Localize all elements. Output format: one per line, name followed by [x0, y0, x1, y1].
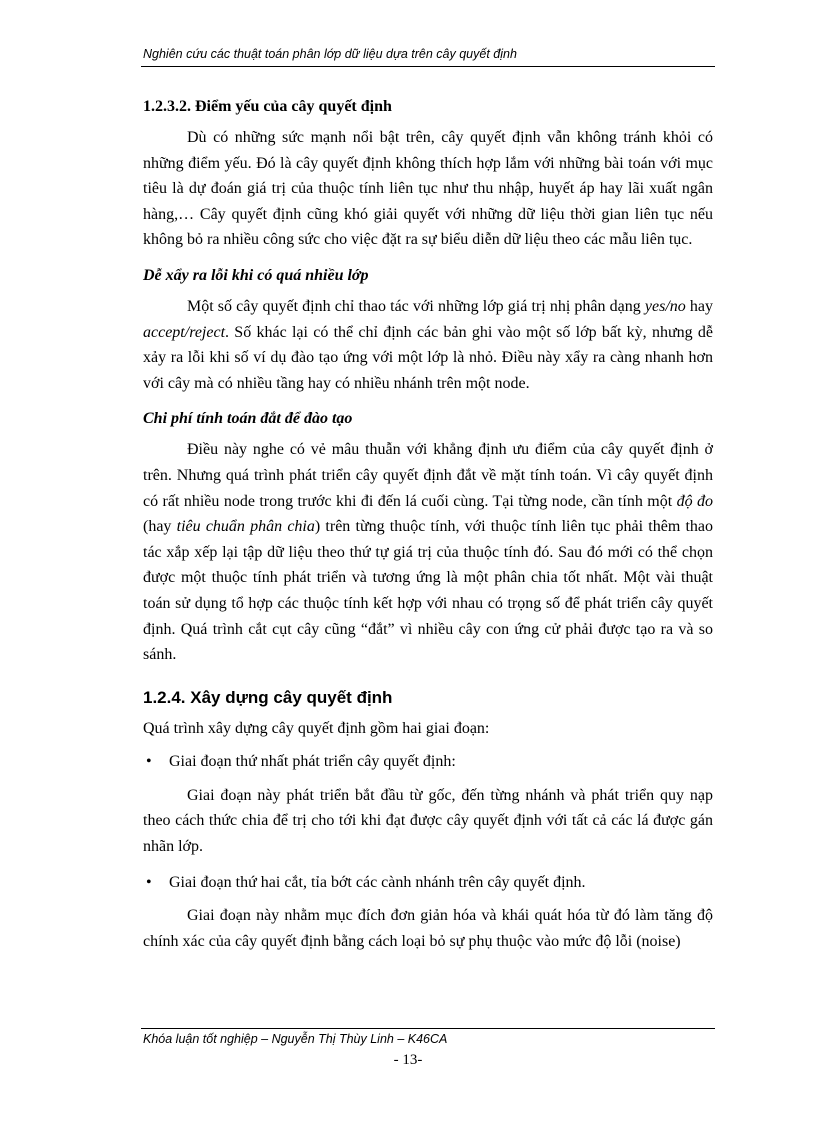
- bullet-icon: •: [146, 873, 152, 891]
- section-heading-124: 1.2.4. Xây dựng cây quyết định: [143, 687, 393, 707]
- bullet-text: Giai đoạn thứ nhất phát triển cây quyết định:: [169, 753, 456, 771]
- subheading-training-cost: Chi phí tính toán đắt để đào tạo: [143, 410, 353, 428]
- text-segment: ) trên từng thuộc tính, với thuộc tính liên tục phải thêm thao tác xắp xếp lại tập dữ liệu theo thứ tự giá trị của thuộc tính đó. Sau đó mới có thể chọn được một thuộc tính phát triển và tương ứng là một phân chia tốt nhất. Một vài thuật toán sử dụng tổ hợp các thuộc tính kết hợp với nhau có trọng số để phát triển cây quyết định. Quá trình cắt cụt cây cũng “đắt” vì nhiều cây con ứng cử phải được tạo ra và so sánh.: [143, 518, 714, 664]
- paragraph-intro: Quá trình xây dựng cây quyết định gồm hai giai đoạn:: [143, 719, 490, 737]
- subheading-too-many-classes: Dễ xẩy ra lỗi khi có quá nhiều lớp: [143, 266, 369, 284]
- header-rule: [141, 66, 715, 67]
- text-segment: Một số cây quyết định chỉ thao tác với những lớp giá trị nhị phân dạng: [187, 297, 645, 315]
- paragraph-phase-1: Giai đoạn này phát triển bắt đầu từ gốc, đến từng nhánh và phát triển quy nạp theo cách thức chia để trị cho tới khi đạt được cây quyết định với tất cả các lá được gán nhãn lớp.: [143, 786, 713, 856]
- text-segment: (hay: [143, 518, 177, 536]
- text-segment: hay: [685, 297, 714, 315]
- italic-term-measure: độ đo: [676, 492, 714, 510]
- page-number: - 13-: [393, 1052, 423, 1068]
- section-heading-1232: 1.2.3.2. Điểm yếu của cây quyết định: [143, 98, 392, 115]
- running-header: Nghiên cứu các thuật toán phân lớp dữ liệu dựa trên cây quyết định: [143, 47, 517, 61]
- footer-rule: [141, 1028, 715, 1029]
- bullet-icon: •: [146, 753, 152, 771]
- bullet-item-phase-2: [143, 870, 713, 896]
- italic-term-yes-no: yes/no: [644, 297, 686, 315]
- bullet-text: Giai đoạn thứ hai cắt, tỉa bớt các cành nhánh trên cây quyết định.: [169, 873, 586, 891]
- bullet-item-phase-1: [143, 749, 713, 775]
- italic-term-split-criterion: tiêu chuẩn phân chia: [176, 518, 315, 536]
- text-segment: Điều này nghe có vẻ mâu thuẫn với khẳng định ưu điểm của cây quyết định ở trên. Nhưng quá trình phát triển cây quyết định đắt về mặt tính toán. Vì cây quyết định có rất nhiều node trong trước khi đi đến lá cuối cùng. Tại từng node, cần tính một: [143, 441, 713, 510]
- footer-text: Khóa luận tốt nghiệp – Nguyễn Thị Thùy Linh – K46CA: [143, 1032, 448, 1046]
- paragraph-weaknesses: Dù có những sức mạnh nổi bật trên, cây quyết định vẫn không tránh khỏi có những điểm yếu. Đó là cây quyết định không thích hợp lắm với những bài toán với mục tiêu là dự đoán giá trị của thuộc tính liên tục như thu nhập, huyết áp hay lãi xuất ngân hàng,… Cây quyết định cũng khó giải quyết với những dữ liệu thời gian liên tục nếu không bỏ ra nhiều công sức cho việc đặt ra sự biểu diễn dữ liệu theo các mẫu liên tục.: [143, 129, 713, 249]
- page-body: [143, 94, 713, 964]
- text-segment: . Số khác lại có thể chỉ định các bản ghi vào một số lớp bất kỳ, nhưng dễ xảy ra lỗi khi số ví dụ đào tạo ứng với một lớp là nhỏ. Điều này xẩy ra càng nhanh hơn với cây mà có nhiều tầng hay có nhiều nhánh trên một node.: [143, 323, 713, 392]
- paragraph-phase-2: Giai đoạn này nhằm mục đích đơn giản hóa và khái quát hóa từ đó làm tăng độ chính xác của cây quyết định bằng cách loại bỏ sự phụ thuộc vào mức độ lỗi (noise): [143, 907, 713, 950]
- paragraph-training-cost: [143, 437, 713, 667]
- italic-term-accept-reject: accept/reject: [143, 323, 226, 341]
- paragraph-too-many-classes: [143, 294, 713, 396]
